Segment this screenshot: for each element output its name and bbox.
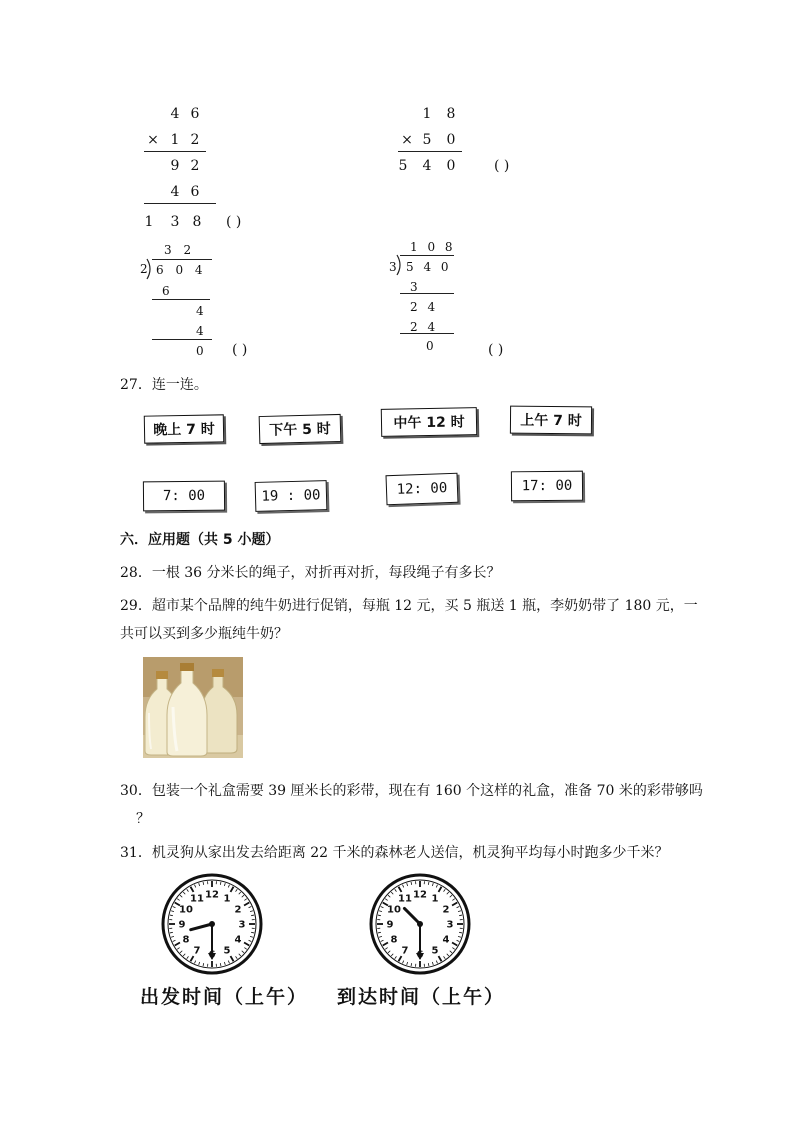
calc1-digit: 8	[192, 214, 202, 230]
calc2-digit: 5	[398, 158, 408, 174]
time-card-19-00[interactable]: 19 : 00	[255, 480, 328, 512]
time-card-12-00[interactable]: 12: 00	[385, 473, 458, 505]
clock-number: 10	[387, 904, 401, 916]
div2-dividend: 5 4 0	[406, 260, 452, 274]
question-27: 27．连一连。	[120, 377, 208, 393]
clock-number: 7	[401, 945, 409, 957]
calc2-digit: 1	[422, 106, 432, 122]
clock-number: 5	[431, 945, 439, 957]
clock-number: 9	[178, 919, 186, 931]
calc2-digit: 0	[446, 158, 456, 174]
clock-number: 11	[190, 893, 204, 905]
clock-number: 5	[223, 945, 231, 957]
div2-step: 2 4	[410, 320, 439, 334]
div1-dividend: 6 0 4	[156, 263, 207, 277]
question-30-line-2: ？	[136, 811, 150, 827]
div2-step: 3	[410, 280, 418, 294]
div1-step: 6	[162, 284, 170, 298]
calc1-rule	[144, 151, 206, 152]
div1-remainder: 0	[196, 344, 204, 358]
arrival-time-label: 到达时间（上午）	[337, 986, 506, 1008]
clock-number: 9	[386, 919, 394, 931]
clock-number: 11	[398, 893, 412, 905]
answer-blank[interactable]: ( )	[226, 214, 242, 230]
div1-step: 4	[196, 324, 204, 338]
calc1-digit: 9	[170, 158, 180, 174]
time-card-7-00[interactable]: 7: 00	[143, 481, 225, 512]
clock-number: 2	[442, 904, 450, 916]
clock-number: 3	[446, 919, 454, 931]
time-card-afternoon-5[interactable]: 下午 5 时	[259, 414, 342, 444]
section-6-title: 六．应用题（共 5 小题）	[120, 532, 280, 548]
div2-step: 2 4	[410, 300, 439, 314]
calc1-digit: 1	[144, 214, 154, 230]
div2-remainder: 0	[426, 339, 434, 353]
calc2-digit: 4	[422, 158, 432, 174]
calc1-digit: 6	[190, 184, 200, 200]
question-29-line-2: 共可以买到多少瓶纯牛奶？	[120, 626, 288, 642]
calc2-times-sign: ×	[401, 132, 413, 148]
time-card-evening-7[interactable]: 晚上 7 时	[144, 414, 224, 443]
answer-blank[interactable]: ( )	[494, 158, 510, 174]
div1-rule	[152, 299, 210, 300]
calc1-digit: 3	[170, 214, 180, 230]
clock-number: 4	[442, 934, 450, 946]
div2-bar	[400, 255, 454, 256]
question-29-line-1: 29．超市某个品牌的纯牛奶进行促销，每瓶 12 元，买 5 瓶送 1 瓶，李奶奶带了 180 元，一	[120, 598, 698, 614]
calc2-digit: 0	[446, 132, 456, 148]
clock-number: 12	[413, 889, 427, 901]
clock-number: 3	[238, 919, 246, 931]
departure-time-label: 出发时间（上午）	[140, 986, 309, 1008]
clock-number: 1	[431, 893, 439, 905]
clock-number: 4	[234, 934, 242, 946]
calc1-digit: 2	[190, 158, 200, 174]
clock-number: 8	[182, 934, 190, 946]
calc1-times-sign: ×	[147, 132, 159, 148]
time-card-17-00[interactable]: 17: 00	[511, 471, 583, 502]
answer-blank[interactable]: ( )	[232, 342, 248, 358]
div1-rule	[152, 339, 212, 340]
div1-quotient: 3 2	[164, 243, 196, 257]
clock-number: 7	[193, 945, 201, 957]
div2-rule	[400, 293, 454, 294]
time-card-morning-7[interactable]: 上午 7 时	[510, 406, 592, 435]
calc1-digit: 1	[170, 132, 180, 148]
calc2-digit: 5	[422, 132, 432, 148]
div2-bracket	[396, 254, 404, 276]
time-card-noon-12[interactable]: 中午 12 时	[381, 407, 477, 437]
calc1-digit: 4	[170, 184, 180, 200]
clock-center	[209, 921, 215, 927]
clock-number: 2	[234, 904, 242, 916]
answer-blank[interactable]: ( )	[488, 342, 504, 358]
div1-bracket	[146, 258, 154, 280]
div1-bar	[152, 259, 212, 260]
div2-divisor: 3	[389, 260, 397, 274]
question-28: 28．一根 36 分米长的绳子，对折再对折，每段绳子有多长？	[120, 565, 501, 581]
calc1-digit: 2	[190, 132, 200, 148]
question-31: 31．机灵狗从家出发去给距离 22 千米的森林老人送信，机灵狗平均每小时跑多少千米？	[120, 845, 669, 861]
calc2-rule	[398, 151, 462, 152]
question-30-line-1: 30．包装一个礼盒需要 39 厘米长的彩带，现在有 160 个这样的礼盒，准备 70 米的彩带够吗	[120, 783, 703, 799]
clock-number: 8	[390, 934, 398, 946]
div2-rule	[400, 333, 454, 334]
clock-number: 1	[223, 893, 231, 905]
clock-center	[417, 921, 423, 927]
calc2-digit: 8	[446, 106, 456, 122]
div2-quotient: 1 0 8	[410, 240, 456, 254]
clock-departure	[160, 872, 264, 976]
div1-divisor: 2	[140, 262, 148, 276]
milk-bottles-image	[143, 657, 243, 758]
clock-arrival	[368, 872, 472, 976]
calc1-rule	[144, 203, 216, 204]
calc1-digit: 4	[170, 106, 180, 122]
clock-number: 12	[205, 889, 219, 901]
calc1-digit: 6	[190, 106, 200, 122]
clock-number: 10	[179, 904, 193, 916]
div1-step: 4	[196, 304, 204, 318]
